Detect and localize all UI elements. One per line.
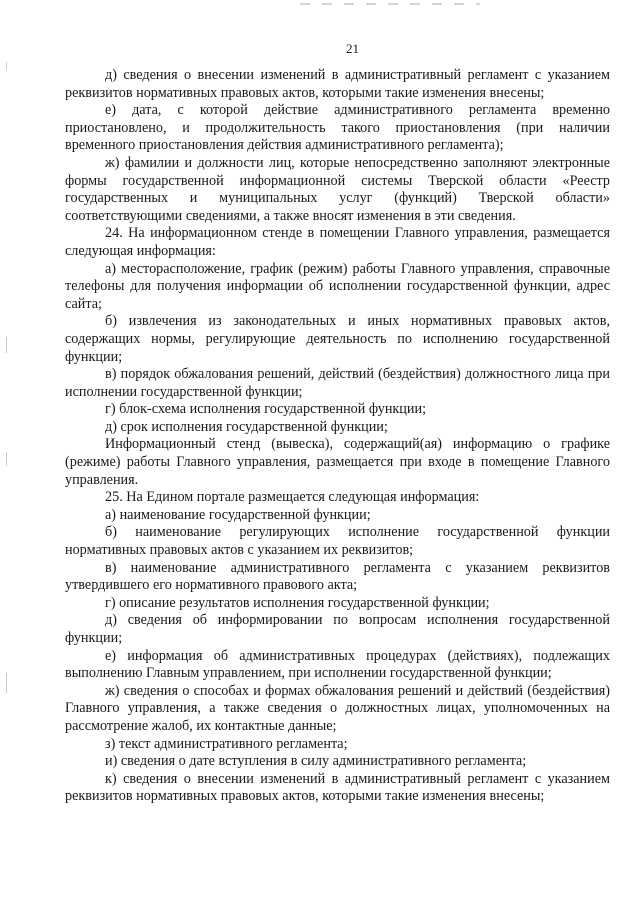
paragraph: к) сведения о внесении изменений в административный регламент с указанием реквизитов нормативных правовых актов, которыми такие изменения внесены; (65, 770, 610, 805)
paragraph: а) наименование государственной функции; (105, 506, 371, 523)
paragraph: д) сведения о внесении изменений в административный регламент с указанием реквизитов нормативных правовых актов, которыми такие изменения внесены; (65, 67, 610, 101)
scan-artifact-left (6, 62, 7, 70)
paragraph: а) месторасположение, график (режим) работы Главного управления, справочные телефоны для получения информации об исполнении государственной функции, адрес сайта; (65, 260, 610, 312)
paragraph: 25. На Едином портале размещается следующая информация: (105, 489, 480, 506)
paragraph: ж) фамилии и должности лиц, которые непосредственно заполняют электронные формы государственной информационной системы Тверской области «Реестр государственных и муниципальных услуг (функций) Тверской области» соответствующими сведениями, а также вносят изменения в эти сведения. (65, 154, 610, 224)
paragraph: д) срок исполнения государственной функции; (105, 418, 388, 435)
paragraph: е) информация об административных процедурах (действиях), подлежащих выполнению Главным управлением, при исполнении государственной функции; (65, 647, 610, 682)
scan-artifact-left (6, 673, 7, 693)
paragraph: Информационный стенд (вывеска), содержащий(ая) информацию о графике (режиме) работы Главного управления, размещается при входе в помещение Главного управления. (65, 436, 610, 488)
scan-artifact-left (6, 452, 7, 466)
scan-artifact-top (300, 3, 480, 5)
paragraph: 24. На информационном стенде в помещении Главного управления, размещается следующая информация: (65, 225, 610, 259)
paragraph: в) наименование административного регламента с указанием реквизитов утвердившего его нормативного правового акта; (65, 559, 610, 594)
paragraph: е) дата, с которой действие административного регламента временно приостановлено, и продолжительность такого приостановления (при наличии временного приостановления действия административного регламента); (65, 102, 610, 154)
paragraph: д) сведения об информировании по вопросам исполнения государственной функции; (65, 612, 610, 646)
document-body (65, 67, 610, 806)
scan-artifact-left (6, 337, 7, 353)
paragraph: з) текст административного регламента; (105, 735, 348, 752)
paragraph: б) извлечения из законодательных и иных нормативных правовых актов, содержащих нормы, регулирующие деятельность по исполнению государственной функции; (65, 313, 610, 365)
paragraph: г) блок-схема исполнения государственной функции; (105, 401, 427, 418)
paragraph: в) порядок обжалования решений, действий (бездействия) должностного лица при исполнении государственной функции; (65, 366, 610, 400)
paragraph: и) сведения о дате вступления в силу административного регламента; (105, 753, 527, 770)
paragraph: г) описание результатов исполнения государственной функции; (105, 594, 490, 611)
paragraph: б) наименование регулирующих исполнение государственной функции нормативных правовых актов с указанием их реквизитов; (65, 524, 610, 559)
paragraph: ж) сведения о способах и формах обжалования решений и действий (бездействия) Главного управления, а также сведения о должностных лицах, уполномоченных на рассмотрение жалоб, их контактные данные; (65, 682, 610, 734)
page-number: 21 (346, 41, 359, 56)
